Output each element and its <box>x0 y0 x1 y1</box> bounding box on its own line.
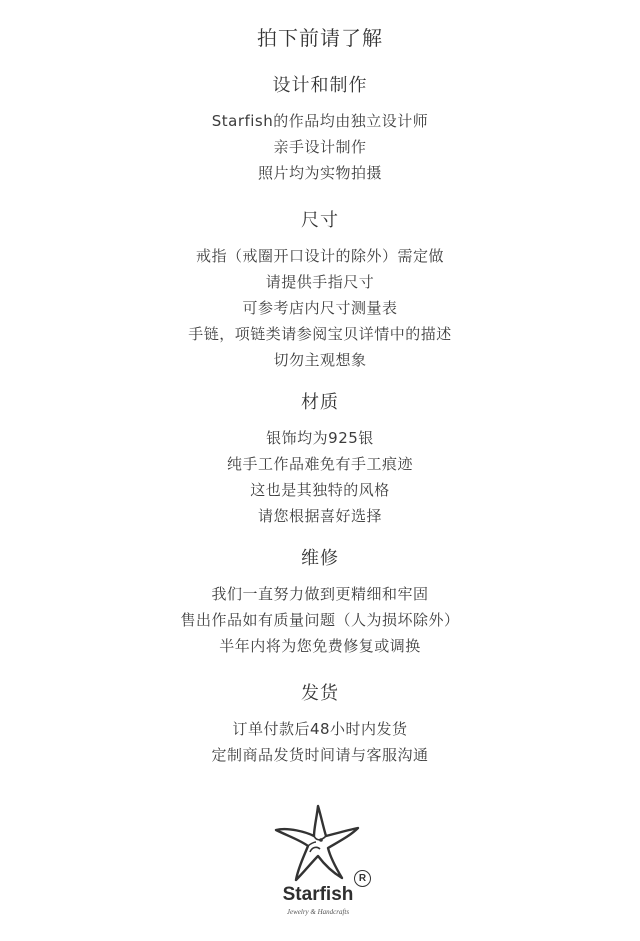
page-title: 拍下前请了解 <box>257 26 383 50</box>
logo-wordmark: Starfish <box>282 884 354 905</box>
section-line: 银饰均为925银 <box>266 429 374 447</box>
section-line: 请您根据喜好选择 <box>257 507 382 525</box>
section-line: Starfish的作品均由独立设计师 <box>211 112 429 130</box>
section-line: 这也是其独特的风格 <box>250 481 390 499</box>
section-heading: 发货 <box>301 683 339 704</box>
section-line: 纯手工作品难免有手工痕迹 <box>226 455 413 473</box>
section-line: 订单付款后48小时内发货 <box>232 720 408 738</box>
registered-mark: R <box>354 870 371 887</box>
starfish-icon <box>270 800 366 886</box>
section-lines <box>0 425 640 529</box>
section-line: 亲手设计制作 <box>273 138 367 156</box>
section-heading: 设计和制作 <box>272 75 368 96</box>
section-heading: 维修 <box>301 548 339 569</box>
section-line: 照片均为实物拍摄 <box>257 164 382 182</box>
section-line: 手链，项链类请参阅宝贝详情中的描述 <box>188 325 452 343</box>
section-line: 可参考店内尺寸测量表 <box>242 299 398 317</box>
section-line: 我们一直努力做到更精细和牢固 <box>211 585 429 603</box>
section-lines <box>0 716 640 768</box>
brand-logo <box>268 800 378 925</box>
section-lines <box>0 581 640 659</box>
section-heading: 尺寸 <box>301 210 339 231</box>
section-line: 售出作品如有质量问题（人为损坏除外） <box>180 611 460 629</box>
section-lines <box>0 108 640 186</box>
section-line: 戒指（戒圈开口设计的除外）需定做 <box>195 247 444 265</box>
section-design-and-production <box>0 73 640 186</box>
section-material <box>0 390 640 529</box>
section-line: 定制商品发货时间请与客服沟通 <box>211 746 429 764</box>
section-repair <box>0 546 640 659</box>
section-lines <box>0 243 640 373</box>
section-shipping <box>0 681 640 768</box>
section-size <box>0 208 640 373</box>
section-line: 半年内将为您免费修复或调换 <box>219 637 421 655</box>
logo-tagline: Jewelry & Handcrafts <box>286 908 350 916</box>
section-line: 请提供手指尺寸 <box>265 273 375 291</box>
section-heading: 材质 <box>301 392 339 413</box>
section-line: 切勿主观想象 <box>273 351 367 369</box>
